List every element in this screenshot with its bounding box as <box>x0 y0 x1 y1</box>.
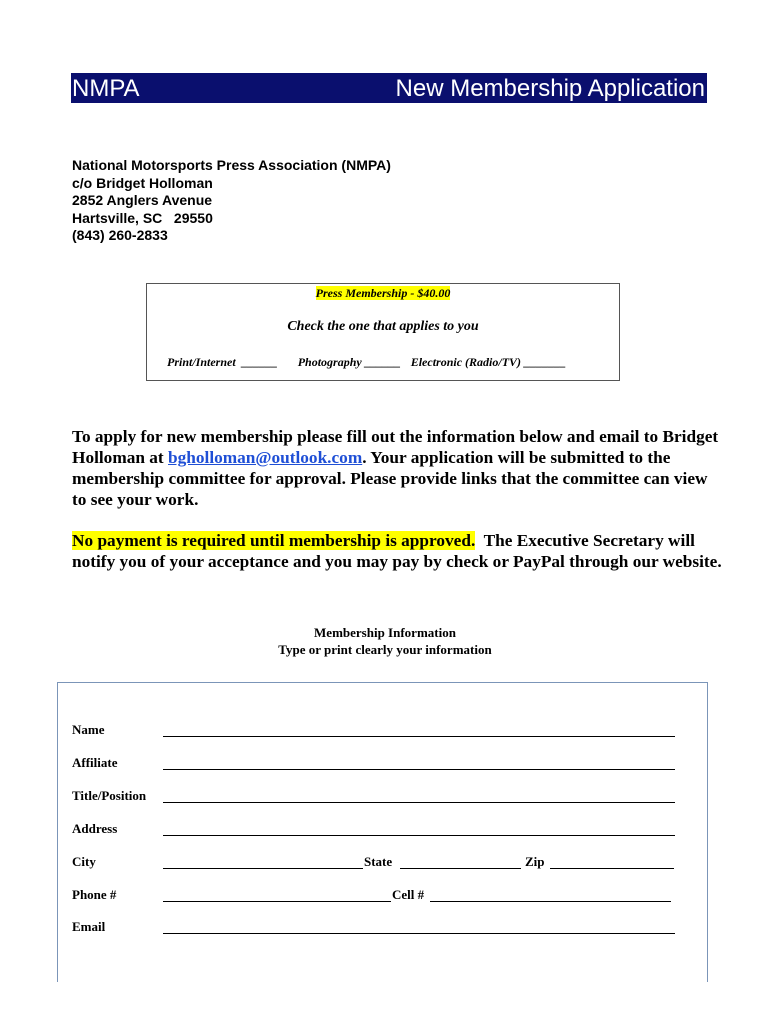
org-acronym: NMPA <box>72 75 140 102</box>
membership-price: Press Membership - $40.00 <box>315 286 451 300</box>
membership-info-title: Membership Information <box>314 625 456 640</box>
affiliate-field[interactable] <box>163 769 675 770</box>
email-link[interactable]: bgholloman@outlook.com <box>168 448 363 467</box>
state-label: State <box>364 854 393 869</box>
cell-field[interactable] <box>430 901 671 902</box>
address-line: 2852 Anglers Avenue <box>72 192 213 208</box>
phone-label: Phone # <box>72 887 117 902</box>
affiliate-label: Affiliate <box>72 755 118 770</box>
intro-paragraph: To apply for new membership please fill out the information below and email to Bridget Holloman at bgholloman@outlook.com. Your application will be submitted to the membership committee for approval. Please provide links that the committee can view to see your work. <box>72 427 719 509</box>
address-line: National Motorsports Press Association (NMPA) <box>72 157 391 173</box>
state-field[interactable] <box>400 868 521 869</box>
header-banner <box>71 73 707 103</box>
address-line: Hartsville, SC 29550 <box>72 209 213 226</box>
option-photography[interactable]: Photography ______ <box>297 355 401 369</box>
name-field[interactable] <box>163 736 675 737</box>
address-field[interactable] <box>163 835 675 836</box>
phone-field[interactable] <box>163 901 391 902</box>
email-field[interactable] <box>163 933 675 934</box>
payment-highlight: No payment is required until membership is approved. <box>72 531 476 550</box>
email-label: Email <box>72 919 106 934</box>
title-position-label: Title/Position <box>72 788 147 803</box>
form-frame <box>57 682 708 982</box>
city-label: City <box>72 854 96 869</box>
address-label: Address <box>72 821 118 836</box>
membership-options <box>167 355 566 370</box>
payment-paragraph: No payment is required until membership is approved. The Executive Secretary will notify you of your acceptance and you may pay by check or PayPal through our website. <box>72 531 722 571</box>
name-label: Name <box>72 722 105 737</box>
membership-instruction: Check the one that applies to you <box>287 319 479 334</box>
address-line: (843) 260-2833 <box>72 227 168 243</box>
zip-label: Zip <box>525 854 545 869</box>
membership-type-box <box>146 283 620 381</box>
title-position-field[interactable] <box>163 802 675 803</box>
mailing-address <box>72 157 391 245</box>
zip-field[interactable] <box>550 868 674 869</box>
cell-label: Cell # <box>392 887 425 902</box>
membership-info-subtitle: Type or print clearly your information <box>278 642 492 657</box>
document-title: New Membership Application <box>395 75 705 102</box>
option-electronic[interactable]: Electronic (Radio/TV) _______ <box>410 355 567 369</box>
option-print-internet[interactable]: Print/Internet ______ <box>167 355 278 369</box>
membership-info-heading <box>0 624 770 658</box>
address-line: c/o Bridget Holloman <box>72 174 213 191</box>
city-field[interactable] <box>163 868 363 869</box>
